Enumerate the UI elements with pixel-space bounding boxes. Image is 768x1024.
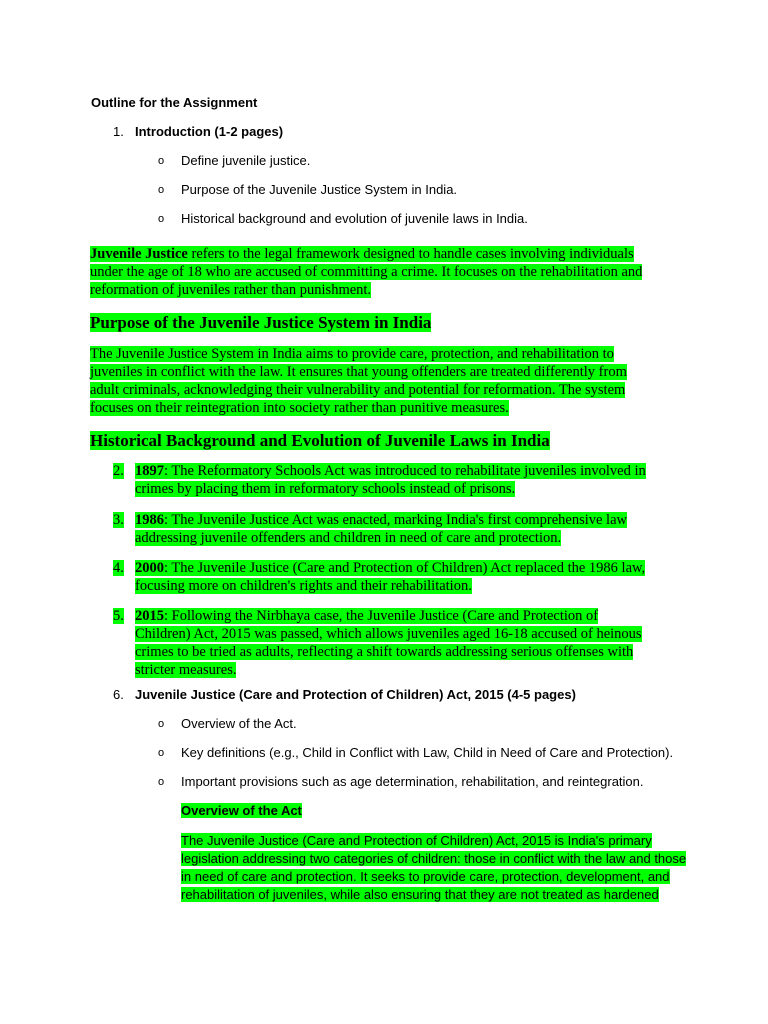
act-title: Juvenile Justice (Care and Protection of Children) Act, 2015 (4-5 pages) [135,687,576,702]
bullet-marker: o [158,155,165,167]
history-heading: Historical Background and Evolution of Juvenile Laws in India [90,431,550,450]
list-number: 3. [113,512,124,528]
list-item: Define juvenile justice. [181,153,311,168]
history-item-2015: 2015: Following the Nirbhaya case, the Juvenile Justice (Care and Protection of Children) Act, 2015 was passed, which allows juveniles aged 16-18 accused of heinous crimes to be tried as adults, reflecting a shift towards addressing serious offenses with stricter measures. [135,608,642,678]
list-number: 6. [113,687,124,702]
history-item-1897: 1897: The Reformatory Schools Act was introduced to rehabilitate juveniles involved in crimes by placing them in reformatory schools instead of prisons. [135,463,646,497]
bullet-marker: o [158,213,165,225]
list-number: 5. [113,608,124,624]
history-item-1986: 1986: The Juvenile Justice Act was enacted, marking India's first comprehensive law addressing juvenile offenders and children in need of care and protection. [135,512,627,546]
intro-title: Introduction (1-2 pages) [135,124,284,139]
list-item: Purpose of the Juvenile Justice System in India. [181,182,458,197]
definition-term: Juvenile Justice [90,246,188,262]
bullet-marker: o [158,718,165,730]
purpose-paragraph: The Juvenile Justice System in India aims to provide care, protection, and rehabilitation to juveniles in conflict with the law. It ensures that young offenders are treated differently from adult criminals, acknowledging their vulnerability and potential for reformation. The system focuses on their reintegration into society rather than punitive measures. [90,346,627,416]
bullet-marker: o [158,747,165,759]
definition-paragraph: Juvenile Justice refers to the legal framework designed to handle cases involving individuals under the age of 18 who are accused of committing a crime. It focuses on the rehabilitation and reformation of juveniles rather than punishment. [90,246,643,298]
history-item-2000: 2000: The Juvenile Justice (Care and Protection of Children) Act replaced the 1986 law, focusing more on children's rights and their rehabilitation. [135,560,646,594]
list-item: Important provisions such as age determination, rehabilitation, and reintegration. [181,774,644,789]
list-number: 2. [113,463,124,479]
bullet-marker: o [158,184,165,196]
overview-heading: Overview of the Act [181,803,302,818]
list-number: 4. [113,560,124,576]
list-number: 1. [113,124,124,139]
bullet-marker: o [158,776,165,788]
list-item: Key definitions (e.g., Child in Conflict with Law, Child in Need of Care and Protection). [181,745,674,760]
list-item: Historical background and evolution of juvenile laws in India. [181,211,528,226]
overview-paragraph: The Juvenile Justice (Care and Protection of Children) Act, 2015 is India's primary legislation addressing two categories of children: those in conflict with the law and those in need of care and protection. It seeks to provide care, protection, development, and rehabilitation of juveniles, while also ensuring that they are not treated as hardened [181,833,687,902]
outline-title: Outline for the Assignment [91,95,258,110]
list-item: Overview of the Act. [181,716,297,731]
purpose-heading: Purpose of the Juvenile Justice System in India [90,313,432,332]
